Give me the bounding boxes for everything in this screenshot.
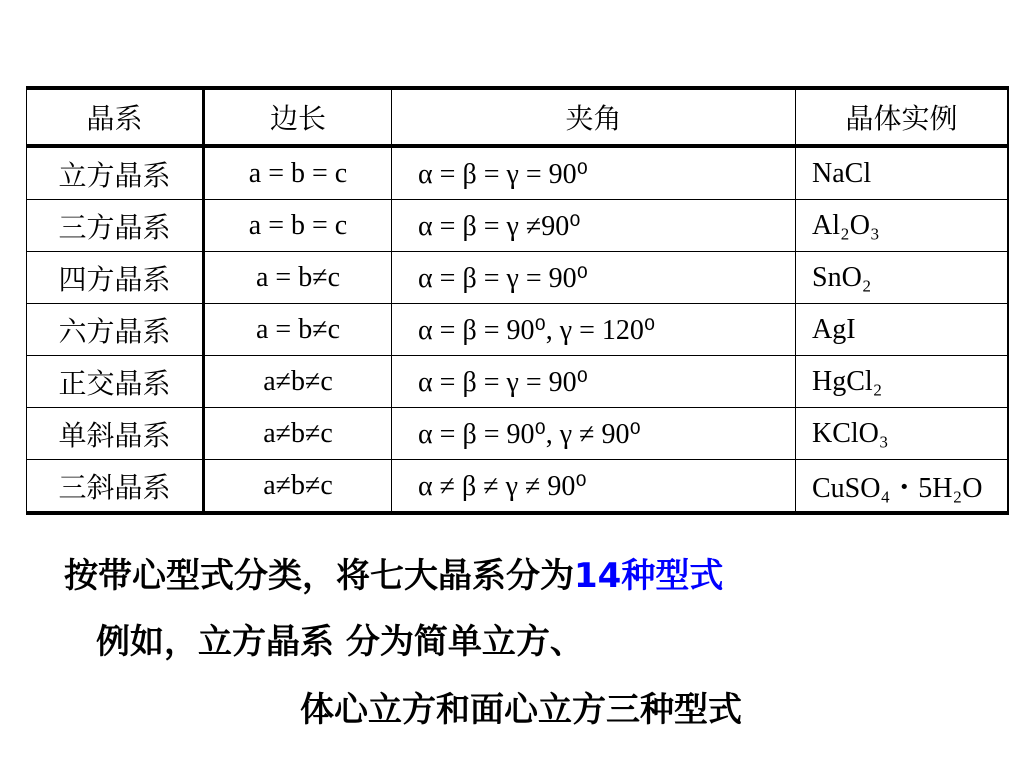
cell-example: AgI bbox=[796, 304, 1009, 356]
cell-example: NaCl bbox=[796, 146, 1009, 200]
table-row bbox=[27, 356, 1009, 408]
cell-system: 三斜晶系 bbox=[27, 460, 204, 514]
header-crystal-system: 晶系 bbox=[27, 88, 204, 146]
cell-example: CuSO₄・5H₂O bbox=[796, 460, 1009, 514]
header-example: 晶体实例 bbox=[796, 88, 1009, 146]
cell-angles: α = β = γ = 90⁰ bbox=[392, 146, 796, 200]
cell-example: HgCl₂ bbox=[796, 356, 1009, 408]
cell-system: 六方晶系 bbox=[27, 304, 204, 356]
cell-example: Al₂O₃ bbox=[796, 200, 1009, 252]
table-row bbox=[27, 304, 1009, 356]
cell-edges: a = b = c bbox=[204, 200, 392, 252]
example-note-line1: 例如，立方晶系 分为简单立方、 bbox=[96, 622, 584, 662]
example-note-line2: 体心立方和面心立方三种型式 bbox=[300, 690, 742, 730]
cell-edges: a≠b≠c bbox=[204, 460, 392, 514]
cell-edges: a = b≠c bbox=[204, 304, 392, 356]
crystal-system-table bbox=[26, 86, 1009, 515]
cell-system: 立方晶系 bbox=[27, 146, 204, 200]
cell-example: SnO₂ bbox=[796, 252, 1009, 304]
cell-edges: a = b≠c bbox=[204, 252, 392, 304]
cell-angles: α = β = γ = 90⁰ bbox=[392, 356, 796, 408]
cell-angles: α ≠ β ≠ γ ≠ 90⁰ bbox=[392, 460, 796, 514]
table-row bbox=[27, 146, 1009, 200]
header-angle: 夹角 bbox=[392, 88, 796, 146]
table-row bbox=[27, 252, 1009, 304]
cell-system: 正交晶系 bbox=[27, 356, 204, 408]
note-line1-text: 按带心型式分类，将七大晶系分为 bbox=[64, 556, 574, 596]
table-row bbox=[27, 200, 1009, 252]
table-row bbox=[27, 460, 1009, 514]
cell-edges: a≠b≠c bbox=[204, 356, 392, 408]
cell-angles: α = β = γ ≠90⁰ bbox=[392, 200, 796, 252]
cell-edges: a≠b≠c bbox=[204, 408, 392, 460]
cell-angles: α = β = γ = 90⁰ bbox=[392, 252, 796, 304]
classification-note bbox=[64, 548, 723, 597]
table-header-row bbox=[27, 88, 1009, 146]
cell-system: 四方晶系 bbox=[27, 252, 204, 304]
cell-angles: α = β = 90⁰, γ = 120⁰ bbox=[392, 304, 796, 356]
cell-angles: α = β = 90⁰, γ ≠ 90⁰ bbox=[392, 408, 796, 460]
table-row bbox=[27, 408, 1009, 460]
cell-system: 单斜晶系 bbox=[27, 408, 204, 460]
cell-system: 三方晶系 bbox=[27, 200, 204, 252]
cell-edges: a = b = c bbox=[204, 146, 392, 200]
cell-example: KClO₃ bbox=[796, 408, 1009, 460]
header-edge-length: 边长 bbox=[204, 88, 392, 146]
note-line1-highlight: 14种型式 bbox=[574, 556, 724, 596]
